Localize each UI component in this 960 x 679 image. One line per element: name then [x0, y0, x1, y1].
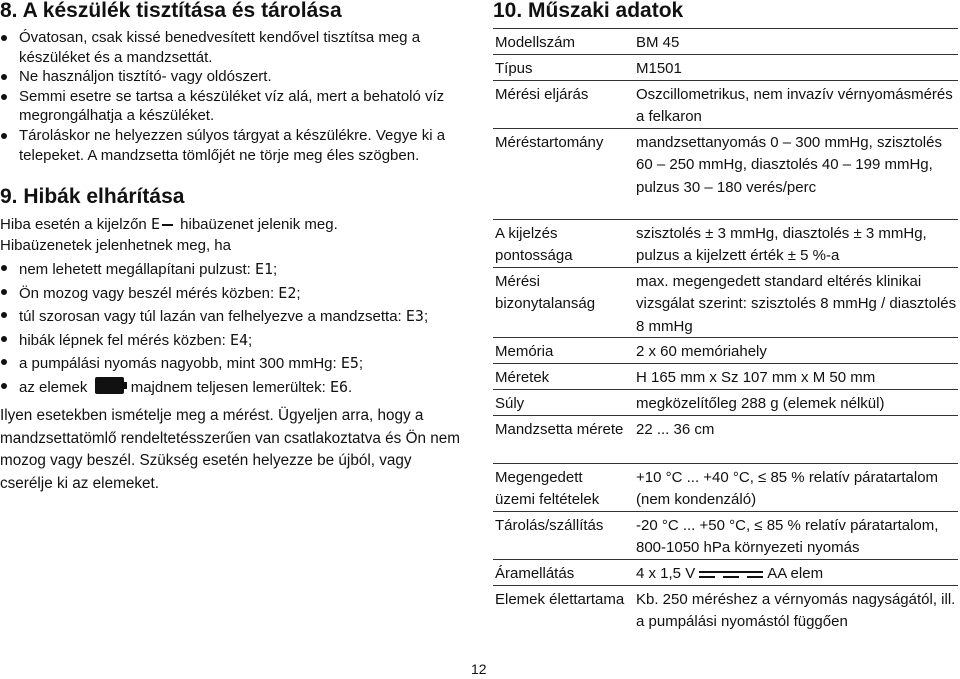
- table-row: [493, 415, 958, 464]
- spec-key: Elemek élettartama: [495, 591, 625, 608]
- spec-key: A kijelzés pontossága: [495, 225, 573, 265]
- error-code: E4: [229, 330, 249, 349]
- error-text: a pumpálási nyomás nagyobb, mint 300 mmHg:: [19, 355, 337, 372]
- spec-key: Tárolás/szállítás: [495, 517, 604, 534]
- spec-key: Súly: [495, 395, 525, 412]
- spec-key: Méretek: [495, 369, 550, 386]
- list-item: [0, 376, 470, 400]
- spec-key: Mérési eljárás: [495, 86, 589, 103]
- error-intro-2: Hibaüzenetek jelenhetnek meg, ha: [0, 237, 231, 254]
- error-text-before: az elemek: [19, 378, 88, 396]
- list-item: [0, 305, 470, 329]
- error-intro-before: Hiba esetén a kijelzőn: [0, 216, 147, 233]
- table-row: [493, 389, 958, 416]
- power-battery-type: AA elem: [767, 565, 824, 582]
- table-row: [493, 585, 958, 634]
- error-text: túl szorosan vagy túl lazán van felhelyezve a mandzsetta:: [19, 308, 402, 325]
- section-9-title: 9. Hibák elhárítása: [0, 185, 185, 208]
- error-code: E2: [278, 283, 297, 302]
- cleaning-list: [0, 28, 470, 165]
- error-text: majdnem teljesen lemerültek:: [130, 378, 326, 396]
- spec-value: mandzsettanyomás 0 – 300 mmHg, szisztolés 60 – 250 mmHg, diasztolés 40 – 199 mmHg, pulzus 30 – 180 verés/perc: [636, 134, 942, 196]
- battery-icon: [95, 377, 124, 394]
- list-item: Semmi esetre se tartsa a készüléket víz alá, mert a behatoló víz megrongálhatja a készüléket.: [0, 87, 470, 126]
- spec-key: Méréstartomány: [495, 134, 604, 151]
- error-code: E6: [329, 377, 349, 396]
- table-row: [493, 80, 958, 129]
- error-list: [0, 258, 470, 399]
- spec-value: Kb. 250 méréshez a vérnyomás nagyságától, ill. a pumpálási nyomástól függően: [636, 591, 956, 631]
- spec-key: Áramellátás: [495, 565, 575, 582]
- error-code: E3: [405, 307, 424, 325]
- spec-value: H 165 mm x Sz 107 mm x M 50 mm: [636, 369, 876, 386]
- table-row: [493, 511, 958, 560]
- spec-value: 2 x 60 memóriahely: [636, 343, 767, 360]
- table-row: [493, 28, 958, 55]
- spec-value: szisztolés ± 3 mmHg, diasztolés ± 3 mmHg, pulzus a kijelzett érték ± 5 %-a: [636, 225, 927, 265]
- spec-key: Mérési bizonytalanság: [495, 273, 596, 313]
- list-item: [0, 282, 470, 306]
- error-code-generic: E: [150, 215, 160, 233]
- table-row: [493, 128, 958, 220]
- spec-value: max. megengedett standard eltérés klinikai vizsgálat szerint: szisztolés 8 mmHg / diasztolés 8 mmHg: [636, 273, 957, 335]
- section-8-title: 8. A készülék tisztítása és tárolása: [0, 0, 342, 22]
- error-intro: [0, 214, 338, 235]
- error-end: ;: [423, 308, 429, 325]
- spec-value: 22 ... 36 cm: [636, 421, 715, 438]
- spec-value: +10 °C ... +40 °C, ≤ 85 % relatív páratartalom (nem kondenzáló): [636, 469, 939, 509]
- spec-key: Memória: [495, 343, 554, 360]
- error-text: nem lehetett megállapítani pulzust:: [19, 261, 251, 278]
- spec-value: megközelítőleg 288 g (elemek nélkül): [636, 395, 885, 412]
- table-row: [493, 267, 958, 338]
- error-placeholder-icon: [162, 224, 173, 226]
- spec-value: BM 45: [636, 34, 680, 51]
- list-item: [0, 329, 470, 353]
- table-row: [493, 219, 958, 268]
- section-10-title: 10. Műszaki adatok: [493, 0, 684, 22]
- error-text: hibák lépnek fel mérés közben:: [19, 331, 226, 349]
- spec-value: -20 °C ... +50 °C, ≤ 85 % relatív páratartalom, 800-1050 hPa környezeti nyomás: [636, 517, 939, 557]
- list-item: Tároláskor ne helyezzen súlyos tárgyat a készülékre. Vegye ki a telepeket. A mandzsetta tömlőjét ne törje meg éles szögben.: [0, 126, 470, 165]
- table-row: [493, 337, 958, 364]
- list-item: [0, 258, 470, 282]
- spec-value: [636, 563, 958, 585]
- error-end: .: [348, 378, 353, 396]
- error-end: ;: [273, 261, 278, 278]
- power-voltage: 4 x 1,5 V: [636, 565, 696, 582]
- spec-value: M1501: [636, 60, 682, 77]
- spec-key: Mandzsetta mérete: [495, 421, 624, 438]
- spec-key: Megengedett üzemi feltételek: [495, 469, 600, 509]
- table-row: [493, 559, 958, 586]
- error-code: E1: [254, 260, 274, 278]
- table-row: [493, 363, 958, 390]
- dc-symbol-icon: [699, 569, 763, 579]
- error-text: Ön mozog vagy beszél mérés közben:: [19, 284, 275, 302]
- spec-key: Típus: [495, 60, 533, 77]
- error-advice: Ilyen esetekben ismételje meg a mérést. Ügyeljen arra, hogy a mandzsettatömlő rendeltetésszerűen van csatlakoztatva és Ön nem mozog vagy beszél. Szükség esetén helyezze be újból, vagy cserélje ki az elemeket.: [0, 407, 460, 492]
- spec-key: Modellszám: [495, 34, 576, 51]
- list-item: Óvatosan, csak kissé benedvesített kendővel tisztítsa meg a készüléket és a mandzsettát.: [0, 28, 470, 67]
- error-end: ;: [296, 284, 301, 302]
- error-intro-after: hibaüzenet jelenik meg.: [180, 216, 338, 233]
- table-row: [493, 463, 958, 512]
- table-row: [493, 54, 958, 81]
- list-item: [0, 352, 470, 376]
- spec-value: Oszcillometrikus, nem invazív vérnyomásmérés a felkaron: [636, 86, 953, 126]
- error-code: E5: [340, 354, 359, 372]
- error-end: ;: [358, 355, 364, 372]
- page-number: 12: [471, 661, 487, 677]
- error-end: ;: [248, 331, 253, 349]
- list-item: Ne használjon tisztító- vagy oldószert.: [0, 67, 470, 87]
